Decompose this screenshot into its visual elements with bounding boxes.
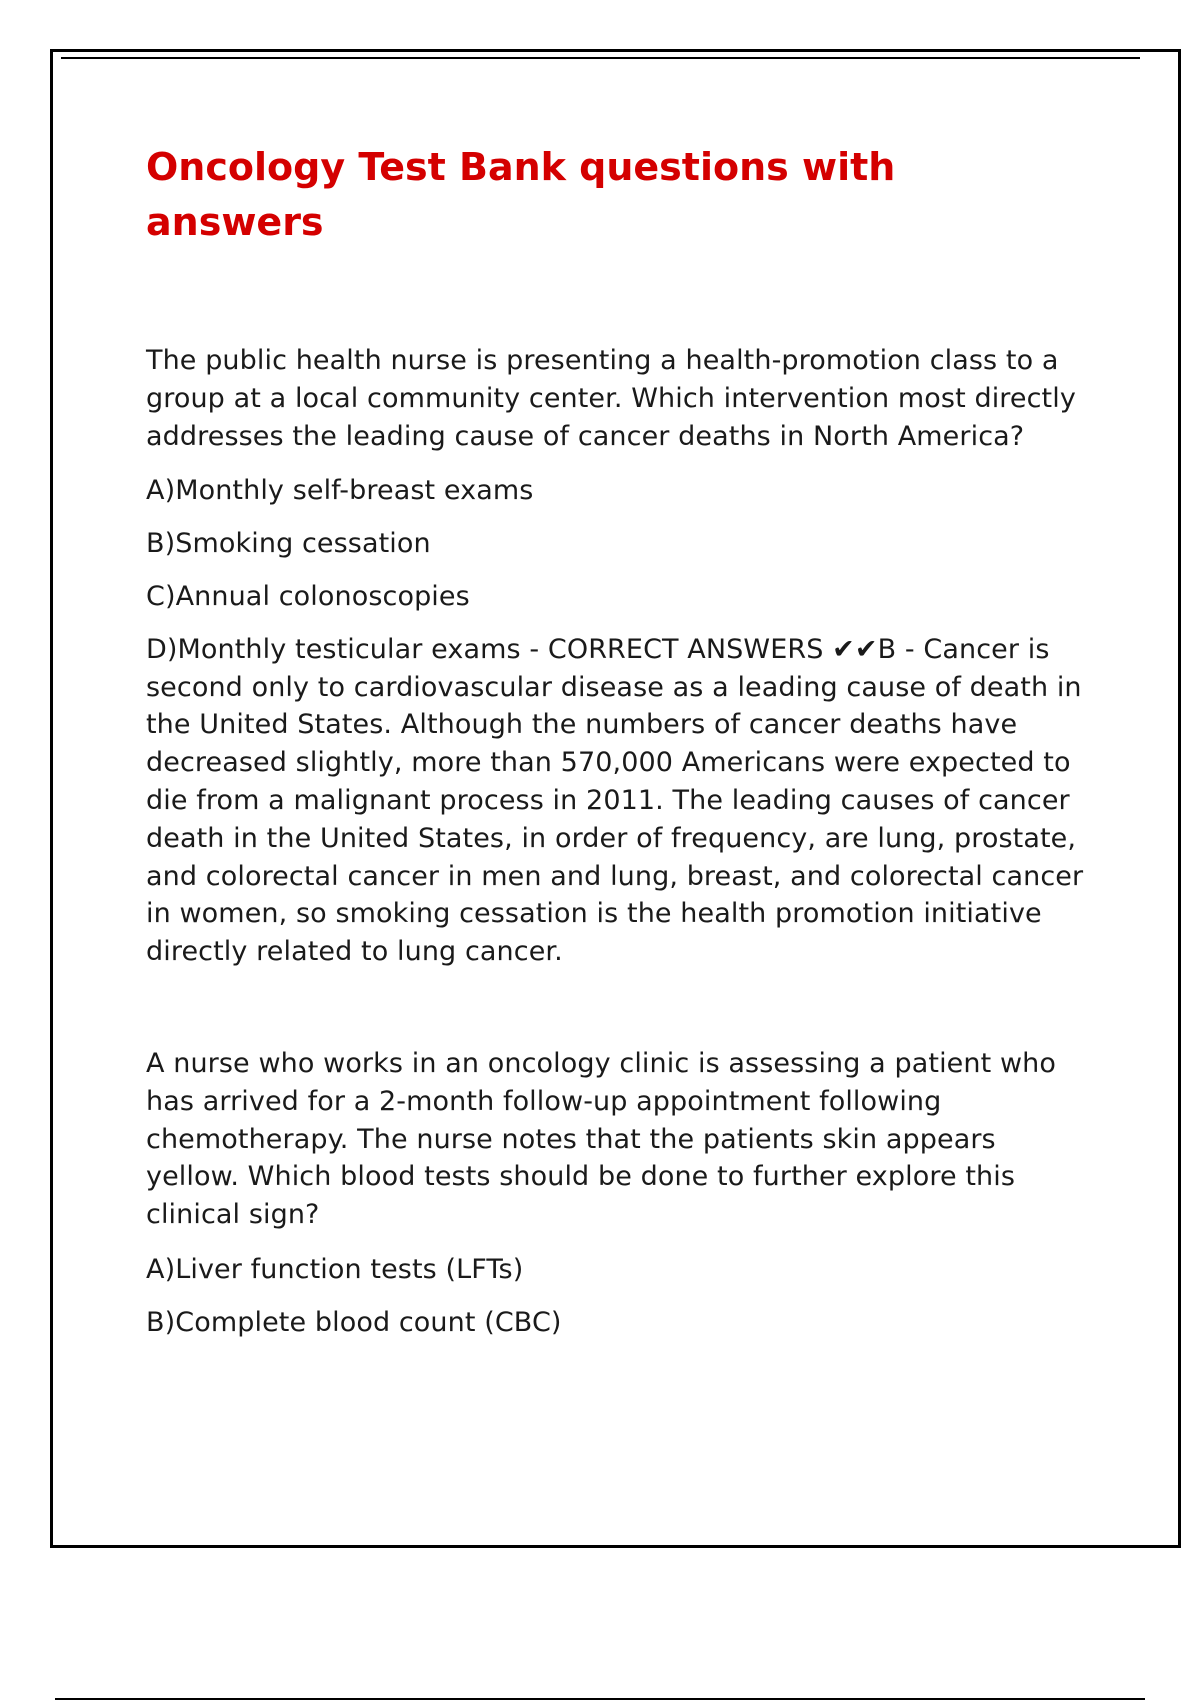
question-2 [146,1045,1086,1342]
question-2-option-a: A)Liver function tests (LFTs) [146,1253,524,1285]
page-content [146,140,1086,1342]
question-2-option-b: B)Complete blood count (CBC) [146,1306,562,1338]
top-rule [61,57,1140,59]
question-2-stem: A nurse who works in an oncology clinic is assessing a patient who has arrived for a 2-month follow-up appointment following chemotherapy. The nurse notes that the patients skin appears yellow. Which blood tests should be done to further explore this clinical sign? [146,1047,1056,1231]
question-1-option-a: A)Monthly self-breast exams [146,475,534,507]
question-1 [146,342,1086,971]
question-1-answer: D)Monthly testicular exams - CORRECT ANSWERS ✔✔B - Cancer is second only to cardiovascular disease as a leading cause of death in the United States. Although the numbers of cancer deaths have decreased slightly, more than 570,000 Americans were expected to die from a malignant process in 2011. The leading causes of cancer death in the United States, in order of frequency, are lung, prostate, and colorectal cancer in men and lung, breast, and colorectal cancer in women, so smoking cessation is the health promotion initiative directly related to lung cancer. [146,633,1084,968]
question-1-option-b: B)Smoking cessation [146,528,431,560]
question-1-option-c: C)Annual colonoscopies [146,580,470,612]
question-1-stem: The public health nurse is presenting a health-promotion class to a group at a local community center. Which intervention most directly addresses the leading cause of cancer deaths in North America? [146,345,1076,452]
document-title: Oncology Test Bank questions with answers [146,145,896,244]
